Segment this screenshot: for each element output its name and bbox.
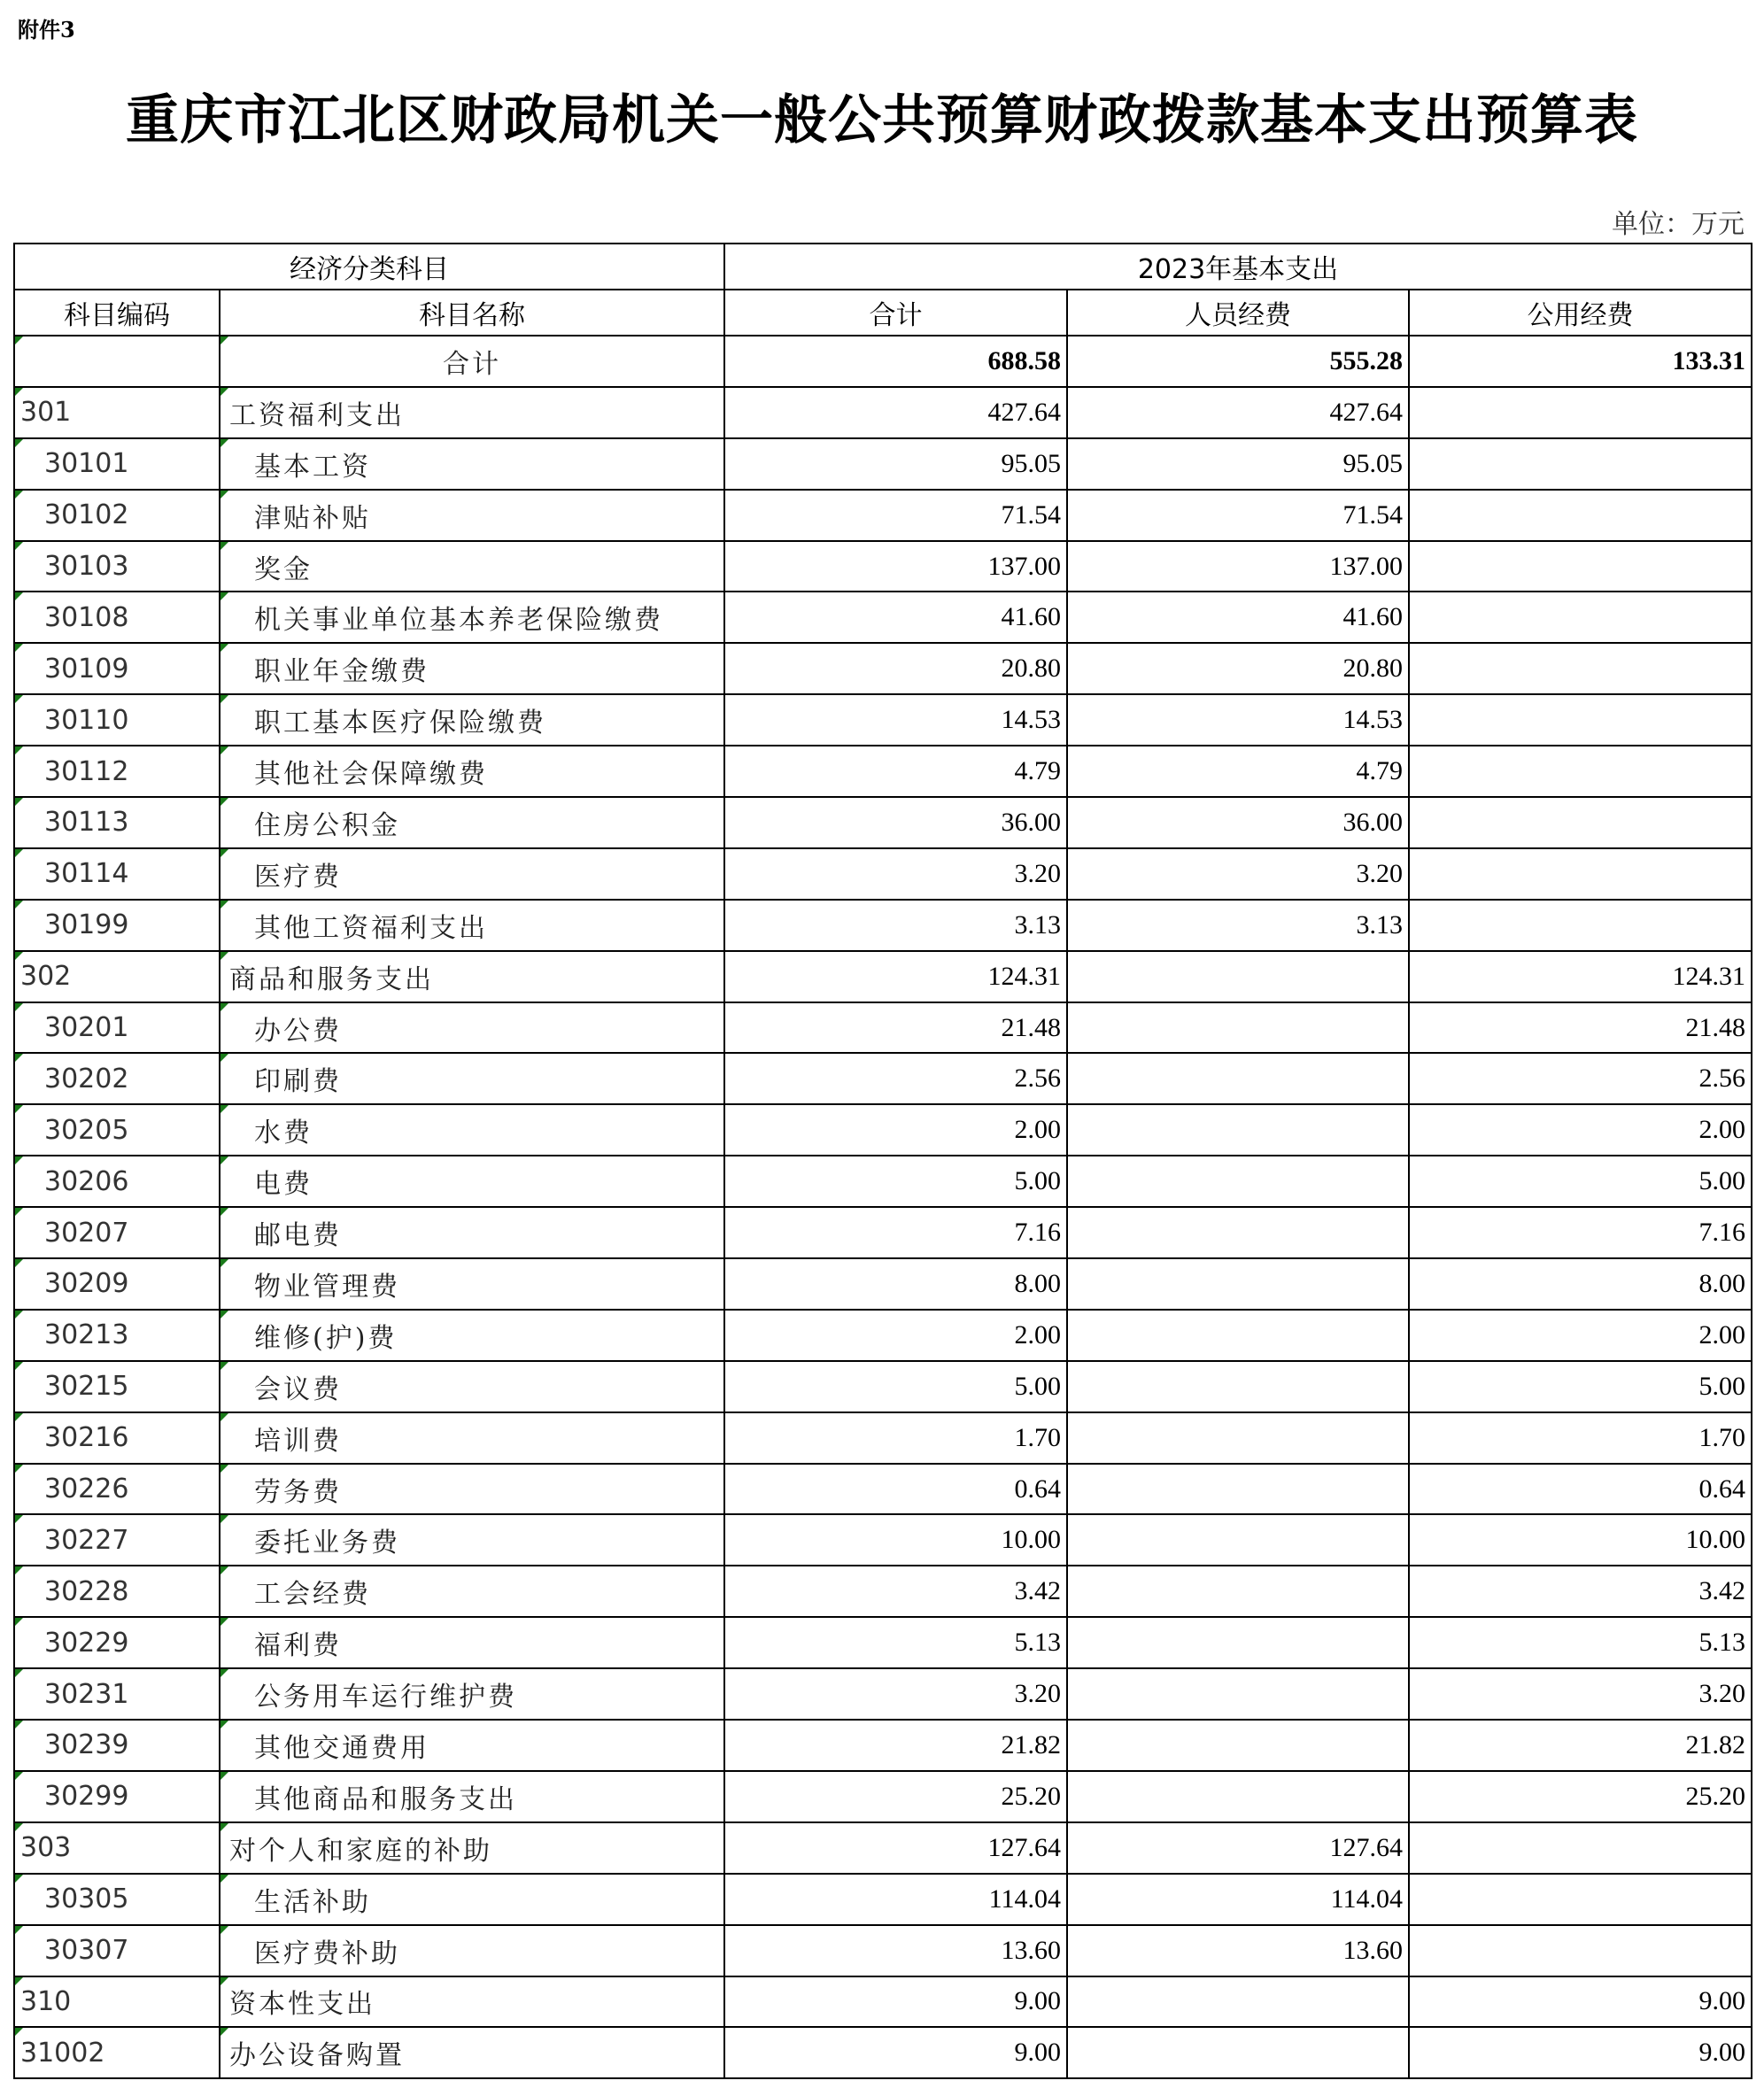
subject-code-cell: 30305 <box>14 1874 220 1925</box>
subject-name-cell: 基本工资 <box>220 438 724 490</box>
table-row <box>14 797 1752 848</box>
subject-name-cell: 会议费 <box>220 1361 724 1412</box>
public-expense-cell <box>1409 1822 1752 1874</box>
table-row <box>14 1104 1752 1156</box>
total-amount-cell: 95.05 <box>724 438 1067 490</box>
total-amount-cell: 127.64 <box>724 1822 1067 1874</box>
personnel-expense-cell: 41.60 <box>1067 592 1409 643</box>
subject-code-cell: 30307 <box>14 1925 220 1976</box>
table-row <box>14 900 1752 951</box>
subject-name-cell: 福利费 <box>220 1617 724 1668</box>
total-amount-cell: 71.54 <box>724 490 1067 541</box>
total-amount-cell: 21.82 <box>724 1720 1067 1771</box>
subject-code-cell: 30101 <box>14 438 220 490</box>
public-expense-cell: 2.56 <box>1409 1053 1752 1104</box>
personnel-expense-cell <box>1067 1258 1409 1310</box>
subject-code-cell: 30202 <box>14 1053 220 1104</box>
personnel-expense-cell <box>1067 1514 1409 1566</box>
public-expense-cell: 7.16 <box>1409 1207 1752 1258</box>
personnel-expense-cell <box>1067 1104 1409 1156</box>
subject-name-cell: 公务用车运行维护费 <box>220 1668 724 1720</box>
table-row <box>14 643 1752 694</box>
table-row <box>14 951 1752 1002</box>
subject-code-cell: 30205 <box>14 1104 220 1156</box>
public-expense-cell: 10.00 <box>1409 1514 1752 1566</box>
subject-name-cell: 工会经费 <box>220 1566 724 1617</box>
table-row <box>14 1925 1752 1976</box>
table-row <box>14 1361 1752 1412</box>
subject-code-cell: 30113 <box>14 797 220 848</box>
header-personnel-expense: 人员经费 <box>1067 290 1409 336</box>
unit-label: 单位：万元 <box>1612 209 1745 240</box>
total-amount-cell: 7.16 <box>724 1207 1067 1258</box>
public-expense-cell: 2.00 <box>1409 1104 1752 1156</box>
table-row <box>14 592 1752 643</box>
table-row <box>14 1566 1752 1617</box>
subject-name-cell: 办公设备购置 <box>220 2027 724 2078</box>
subject-name-cell: 印刷费 <box>220 1053 724 1104</box>
public-expense-cell <box>1409 900 1752 951</box>
personnel-expense-cell <box>1067 1310 1409 1361</box>
personnel-expense-cell: 4.79 <box>1067 746 1409 797</box>
header-column-row <box>14 290 1752 336</box>
personnel-expense-cell <box>1067 1976 1409 2028</box>
attachment-label: 附件3 <box>18 17 75 43</box>
public-expense-cell: 21.82 <box>1409 1720 1752 1771</box>
subject-code-cell: 30199 <box>14 900 220 951</box>
personnel-expense-cell: 3.13 <box>1067 900 1409 951</box>
subject-name-cell: 职工基本医疗保险缴费 <box>220 694 724 746</box>
personnel-expense-cell <box>1067 1156 1409 1207</box>
public-expense-cell: 9.00 <box>1409 1976 1752 2028</box>
total-public-cell: 133.31 <box>1409 336 1752 387</box>
public-expense-cell <box>1409 1925 1752 1976</box>
table-row <box>14 1976 1752 2028</box>
subject-code-cell: 30112 <box>14 746 220 797</box>
subject-code-cell: 30114 <box>14 848 220 900</box>
subject-name-cell: 医疗费补助 <box>220 1925 724 1976</box>
total-amount-cell: 8.00 <box>724 1258 1067 1310</box>
total-amount-cell: 21.48 <box>724 1002 1067 1054</box>
table-row <box>14 746 1752 797</box>
total-amount-cell: 688.58 <box>724 336 1067 387</box>
table-row <box>14 1822 1752 1874</box>
table-row <box>14 1771 1752 1822</box>
public-expense-cell: 21.48 <box>1409 1002 1752 1054</box>
table-row <box>14 1668 1752 1720</box>
total-amount-cell: 10.00 <box>724 1514 1067 1566</box>
personnel-expense-cell <box>1067 1412 1409 1464</box>
personnel-expense-cell <box>1067 1720 1409 1771</box>
subject-name-cell: 对个人和家庭的补助 <box>220 1822 724 1874</box>
subject-name-cell: 培训费 <box>220 1412 724 1464</box>
personnel-expense-cell <box>1067 1053 1409 1104</box>
subject-name-cell: 职业年金缴费 <box>220 643 724 694</box>
total-name-cell: 合计 <box>220 336 724 387</box>
total-amount-cell: 9.00 <box>724 2027 1067 2078</box>
budget-table <box>13 243 1752 2079</box>
total-amount-cell: 13.60 <box>724 1925 1067 1976</box>
total-amount-cell: 14.53 <box>724 694 1067 746</box>
total-amount-cell: 124.31 <box>724 951 1067 1002</box>
table-row <box>14 1310 1752 1361</box>
personnel-expense-cell <box>1067 1771 1409 1822</box>
table-row <box>14 1464 1752 1515</box>
public-expense-cell: 2.00 <box>1409 1310 1752 1361</box>
total-amount-cell: 20.80 <box>724 643 1067 694</box>
public-expense-cell: 3.20 <box>1409 1668 1752 1720</box>
table-row <box>14 541 1752 592</box>
table-header <box>14 244 1752 336</box>
total-personnel-cell: 555.28 <box>1067 336 1409 387</box>
header-economic-classification: 经济分类科目 <box>14 244 724 290</box>
subject-name-cell: 委托业务费 <box>220 1514 724 1566</box>
public-expense-cell <box>1409 387 1752 438</box>
subject-name-cell: 其他社会保障缴费 <box>220 746 724 797</box>
personnel-expense-cell <box>1067 2027 1409 2078</box>
header-total: 合计 <box>724 290 1067 336</box>
subject-code-cell: 30227 <box>14 1514 220 1566</box>
personnel-expense-cell: 36.00 <box>1067 797 1409 848</box>
table-row <box>14 2027 1752 2078</box>
personnel-expense-cell: 137.00 <box>1067 541 1409 592</box>
header-group-row <box>14 244 1752 290</box>
total-amount-cell: 2.00 <box>724 1104 1067 1156</box>
subject-code-cell: 30209 <box>14 1258 220 1310</box>
total-row <box>14 336 1752 387</box>
subject-code-cell: 30216 <box>14 1412 220 1464</box>
total-amount-cell: 1.70 <box>724 1412 1067 1464</box>
subject-code-cell: 302 <box>14 951 220 1002</box>
subject-name-cell: 住房公积金 <box>220 797 724 848</box>
total-amount-cell: 9.00 <box>724 1976 1067 2028</box>
subject-name-cell: 津贴补贴 <box>220 490 724 541</box>
public-expense-cell: 5.00 <box>1409 1361 1752 1412</box>
subject-code-cell: 303 <box>14 1822 220 1874</box>
public-expense-cell: 124.31 <box>1409 951 1752 1002</box>
subject-code-cell: 30207 <box>14 1207 220 1258</box>
personnel-expense-cell: 95.05 <box>1067 438 1409 490</box>
public-expense-cell <box>1409 541 1752 592</box>
public-expense-cell <box>1409 694 1752 746</box>
public-expense-cell: 5.00 <box>1409 1156 1752 1207</box>
subject-code-cell: 30102 <box>14 490 220 541</box>
total-amount-cell: 4.79 <box>724 746 1067 797</box>
table-row <box>14 1053 1752 1104</box>
total-amount-cell: 0.64 <box>724 1464 1067 1515</box>
subject-name-cell: 资本性支出 <box>220 1976 724 2028</box>
table-row <box>14 490 1752 541</box>
total-amount-cell: 41.60 <box>724 592 1067 643</box>
personnel-expense-cell <box>1067 1566 1409 1617</box>
subject-code-cell: 30110 <box>14 694 220 746</box>
total-amount-cell: 25.20 <box>724 1771 1067 1822</box>
subject-code-cell: 30201 <box>14 1002 220 1054</box>
table-row <box>14 1617 1752 1668</box>
table-row <box>14 1002 1752 1054</box>
subject-name-cell: 机关事业单位基本养老保险缴费 <box>220 592 724 643</box>
public-expense-cell <box>1409 1874 1752 1925</box>
personnel-expense-cell: 14.53 <box>1067 694 1409 746</box>
total-amount-cell: 427.64 <box>724 387 1067 438</box>
subject-code-cell: 30228 <box>14 1566 220 1617</box>
public-expense-cell: 5.13 <box>1409 1617 1752 1668</box>
public-expense-cell: 3.42 <box>1409 1566 1752 1617</box>
public-expense-cell <box>1409 746 1752 797</box>
table-row <box>14 1514 1752 1566</box>
personnel-expense-cell: 20.80 <box>1067 643 1409 694</box>
subject-code-cell: 31002 <box>14 2027 220 2078</box>
total-amount-cell: 3.20 <box>724 1668 1067 1720</box>
total-amount-cell: 5.00 <box>724 1156 1067 1207</box>
public-expense-cell: 8.00 <box>1409 1258 1752 1310</box>
personnel-expense-cell: 13.60 <box>1067 1925 1409 1976</box>
personnel-expense-cell <box>1067 1464 1409 1515</box>
public-expense-cell: 25.20 <box>1409 1771 1752 1822</box>
table-row <box>14 1207 1752 1258</box>
total-amount-cell: 114.04 <box>724 1874 1067 1925</box>
subject-name-cell: 其他交通费用 <box>220 1720 724 1771</box>
subject-name-cell: 奖金 <box>220 541 724 592</box>
page-title: 重庆市江北区财政局机关一般公共预算财政拨款基本支出预算表 <box>126 89 1638 151</box>
table-row <box>14 1720 1752 1771</box>
public-expense-cell: 0.64 <box>1409 1464 1752 1515</box>
personnel-expense-cell <box>1067 951 1409 1002</box>
personnel-expense-cell: 71.54 <box>1067 490 1409 541</box>
public-expense-cell <box>1409 592 1752 643</box>
subject-name-cell: 维修(护)费 <box>220 1310 724 1361</box>
total-amount-cell: 2.56 <box>724 1053 1067 1104</box>
table-row <box>14 848 1752 900</box>
subject-code-cell: 30206 <box>14 1156 220 1207</box>
personnel-expense-cell <box>1067 1002 1409 1054</box>
total-amount-cell: 137.00 <box>724 541 1067 592</box>
total-code-cell <box>14 336 220 387</box>
subject-code-cell: 30226 <box>14 1464 220 1515</box>
table-body <box>14 336 1752 2078</box>
public-expense-cell <box>1409 643 1752 694</box>
subject-code-cell: 30239 <box>14 1720 220 1771</box>
subject-name-cell: 物业管理费 <box>220 1258 724 1310</box>
public-expense-cell <box>1409 848 1752 900</box>
header-subject-code: 科目编码 <box>14 290 220 336</box>
personnel-expense-cell: 427.64 <box>1067 387 1409 438</box>
personnel-expense-cell: 127.64 <box>1067 1822 1409 1874</box>
subject-code-cell: 301 <box>14 387 220 438</box>
header-basic-expenditure: 2023年基本支出 <box>724 244 1752 290</box>
table-row <box>14 1258 1752 1310</box>
public-expense-cell: 1.70 <box>1409 1412 1752 1464</box>
subject-code-cell: 30215 <box>14 1361 220 1412</box>
subject-code-cell: 30109 <box>14 643 220 694</box>
public-expense-cell: 9.00 <box>1409 2027 1752 2078</box>
total-amount-cell: 5.00 <box>724 1361 1067 1412</box>
public-expense-cell <box>1409 438 1752 490</box>
personnel-expense-cell <box>1067 1207 1409 1258</box>
total-amount-cell: 3.20 <box>724 848 1067 900</box>
personnel-expense-cell <box>1067 1617 1409 1668</box>
table-row <box>14 387 1752 438</box>
table-row <box>14 1156 1752 1207</box>
header-subject-name: 科目名称 <box>220 290 724 336</box>
table-row <box>14 438 1752 490</box>
subject-name-cell: 其他商品和服务支出 <box>220 1771 724 1822</box>
subject-code-cell: 30231 <box>14 1668 220 1720</box>
total-amount-cell: 3.13 <box>724 900 1067 951</box>
subject-name-cell: 劳务费 <box>220 1464 724 1515</box>
subject-code-cell: 310 <box>14 1976 220 2028</box>
subject-name-cell: 其他工资福利支出 <box>220 900 724 951</box>
subject-name-cell: 生活补助 <box>220 1874 724 1925</box>
public-expense-cell <box>1409 490 1752 541</box>
subject-name-cell: 电费 <box>220 1156 724 1207</box>
personnel-expense-cell: 114.04 <box>1067 1874 1409 1925</box>
subject-name-cell: 工资福利支出 <box>220 387 724 438</box>
table-row <box>14 1874 1752 1925</box>
total-amount-cell: 36.00 <box>724 797 1067 848</box>
subject-code-cell: 30213 <box>14 1310 220 1361</box>
table-row <box>14 694 1752 746</box>
personnel-expense-cell <box>1067 1668 1409 1720</box>
subject-name-cell: 商品和服务支出 <box>220 951 724 1002</box>
subject-name-cell: 水费 <box>220 1104 724 1156</box>
subject-code-cell: 30103 <box>14 541 220 592</box>
public-expense-cell <box>1409 797 1752 848</box>
personnel-expense-cell: 3.20 <box>1067 848 1409 900</box>
subject-name-cell: 医疗费 <box>220 848 724 900</box>
subject-code-cell: 30299 <box>14 1771 220 1822</box>
personnel-expense-cell <box>1067 1361 1409 1412</box>
subject-code-cell: 30229 <box>14 1617 220 1668</box>
subject-name-cell: 邮电费 <box>220 1207 724 1258</box>
subject-code-cell: 30108 <box>14 592 220 643</box>
total-amount-cell: 5.13 <box>724 1617 1067 1668</box>
header-public-expense: 公用经费 <box>1409 290 1752 336</box>
subject-name-cell: 办公费 <box>220 1002 724 1054</box>
total-amount-cell: 2.00 <box>724 1310 1067 1361</box>
table-row <box>14 1412 1752 1464</box>
total-amount-cell: 3.42 <box>724 1566 1067 1617</box>
